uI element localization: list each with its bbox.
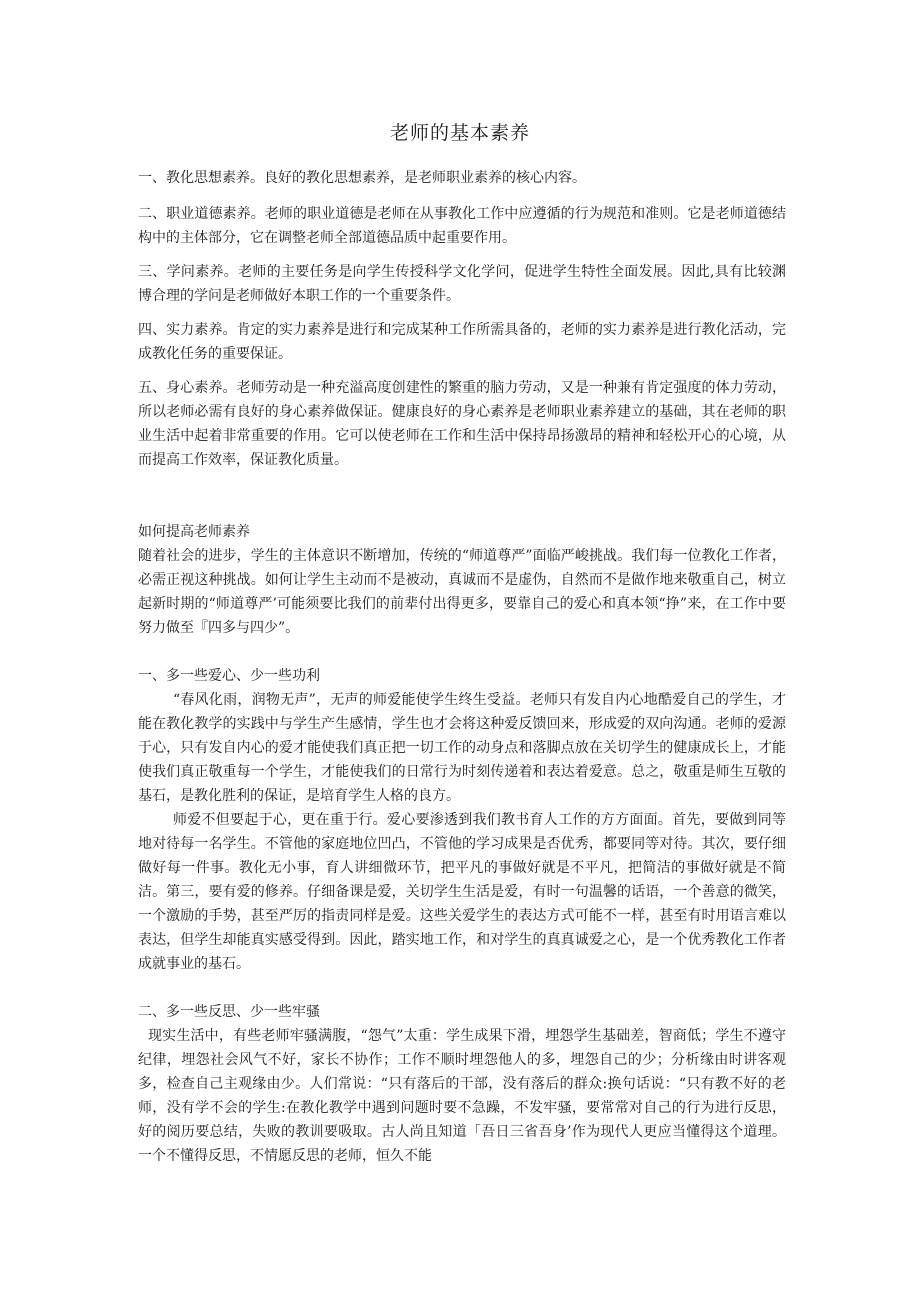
page-title: 老师的基本素养 [389, 122, 530, 144]
subheading-1: 一、多一些爱心、少一些功利 [138, 668, 320, 684]
paragraph-2: 二、职业道德素养。老师的职业道德是老师在从事教化工作中应遵循的行为规范和准则。它是老师道德结构中的主体部分，它在调整老师全部道德品质中起重要作用。 [138, 206, 786, 246]
paragraph-4: 四、实力素养。肯定的实力素养是进行和完成某种工作所需具备的，老师的实力素养是进行教化活动，完成教化任务的重要保证。 [138, 322, 786, 362]
section-heading: 如何提高老师素养 [138, 524, 250, 540]
sub1-paragraph-2: 师爱不但要起于心，更在重于行。爱心要渗透到我们教书育人工作的方方面面。首先，要做到同等地对待每一名学生。不管他的家庭地位凹凸，不管他的学习成果是否优秀，都要同等对待。其次，要仔细做好每一件事。教化无小事，育人讲细微环节，把平凡的事做好就是不平凡，把简洁的事做好就是不简洁。第三，要有爱的修养。仔细备课是爱，关切学生生活是爱，有时一句温馨的话语，一个善意的微笑，一个激励的手势，甚至严厉的指责同样是爱。这些关爱学生的表达方式可能不一样，甚至有时用语言难以表达，但学生却能真实感受得到。因此，踏实地工作，和对学生的真真诚爱之心，是一个优秀教化工作者成就事业的基石。 [138, 812, 786, 972]
intro-paragraph: 随着社会的进步，学生的主体意识不断增加，传统的“师道尊严”面临严峻挑战。我们每一位教化工作者，必需正视这种挑战。如何让学生主动而不是被动，真诚而不是虚伪，自然而不是做作地来敬重自己，树立起新时期的“师道尊严’可能须要比我们的前辈付出得更多，要靠自己的爱心和真本领“挣”来，在工作中要努力做至『四多与四少”。 [138, 548, 786, 636]
sub2-paragraph-1: 现实生活中，有些老师牢骚满腹，“怨气”太重：学生成果下滑，埋怨学生基础差，智商低；学生不遵守纪律，埋怨社会风气不好，家长不协作；工作不顺时埋怨他人的多，埋怨自己的少；分析缘由时讲客观多，检查自己主观缘由少。人们常说：“只有落后的干部，没有落后的群众:换句话说：“只有教不好的老师，没有学不会的学生:在教化教学中遇到问题时要不急躁，不发牢骚，要常常对自己的行为进行反思，好的阅历要总结，失败的教训要吸取。古人尚且知道「吾日三省吾身’作为现代人更应当懂得这个道理。一个不懂得反思，不情愿反思的老师，恒久不能 [138, 1028, 786, 1164]
paragraph-1: 一、教化思想素养。良好的教化思想素养，是老师职业素养的核心内容。 [138, 170, 586, 186]
sub1-paragraph-1: “春风化雨，润物无声”，无声的师爱能使学生终生受益。老师只有发自内心地酷爱自己的学生，才能在教化教学的实践中与学生产生感情，学生也才会将这种爱反馈回来，形成爱的双向沟通。老师的爱源于心，只有发自内心的爱才能使我们真正把一切工作的动身点和落脚点放在关切学生的健康成长上，才能使我们真正敬重每一个学生，才能使我们的日常行为时刻传递着和表达着爱意。总之，敬重是师生互敬的基石，是教化胜利的保证，是培育学生人格的良方。 [138, 692, 786, 804]
paragraph-3: 三、学问素养。老师的主要任务是向学生传授科学文化学问，促进学生特性全面发展。因此,具有比较渊博合理的学问是老师做好本职工作的一个重要条件。 [138, 264, 786, 304]
paragraph-5: 五、身心素养。老师劳动是一种充溢高度创建性的繁重的脑力劳动，又是一种兼有肯定强度的体力劳动，所以老师必需有良好的身心素养做保证。健康良好的身心素养是老师职业素养建立的基础，其在老师的职业生活中起着非常重要的作用。它可以使老师在工作和生活中保持昂扬激昂的精神和轻松开心的心境，从而提高工作效率，保证教化质量。 [138, 380, 786, 468]
subheading-2: 二、多一些反思、少一些牢骚 [138, 1004, 320, 1020]
